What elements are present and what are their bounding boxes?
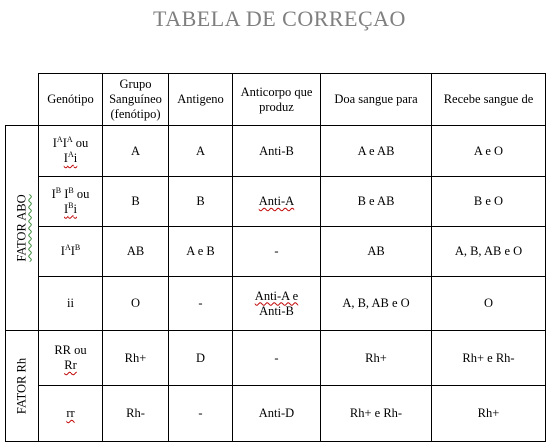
grupo-cell: O — [103, 277, 169, 331]
header-genotipo: Genótipo — [39, 74, 103, 126]
header-grupo-line1: Grupo — [119, 77, 152, 91]
table-row — [6, 227, 546, 277]
genotype-cell: RR ou Rr — [39, 331, 103, 386]
anticorpo-cell: Anti-A e Anti-B — [233, 277, 321, 331]
group-fator-abo — [6, 126, 39, 331]
header-row — [6, 74, 546, 126]
header-grupo — [103, 74, 169, 126]
anticorpo-cell: Anti-A — [233, 177, 321, 227]
header-antigeno: Antigeno — [169, 74, 233, 126]
anticorpo-cell: - — [233, 331, 321, 386]
antigeno-cell: - — [169, 277, 233, 331]
doa-cell: A, B, AB e O — [321, 277, 432, 331]
genotype-cell: rr — [39, 386, 103, 442]
doa-cell: AB — [321, 227, 432, 277]
genotype-cell: $I^AI^B$ — [39, 227, 103, 277]
page-title: TABELA DE CORREÇAO — [153, 6, 406, 31]
antigeno-cell: A — [169, 126, 233, 177]
table-row — [6, 386, 546, 442]
header-grupo-line2: Sanguíneo — [109, 92, 162, 106]
corner-cell — [6, 74, 39, 126]
recebe-cell: O — [432, 277, 546, 331]
grupo-cell: Rh+ — [103, 331, 169, 386]
group-label-abo: FATOR ABO — [14, 194, 29, 262]
antigeno-cell: D — [169, 331, 233, 386]
anticorpo-cell: Anti-D — [233, 386, 321, 442]
recebe-cell: Rh+ — [432, 386, 546, 442]
recebe-cell: A e O — [432, 126, 546, 177]
anticorpo-cell: Anti-B — [233, 126, 321, 177]
recebe-cell: Rh+ e Rh- — [432, 331, 546, 386]
antigeno-cell: A e B — [169, 227, 233, 277]
header-doa: Doa sangue para — [321, 74, 432, 126]
recebe-cell: A, B, AB e O — [432, 227, 546, 277]
genotype-cell: $I^B$ $I^B$ ou $I^Bi$ — [39, 177, 103, 227]
header-recebe: Recebe sangue de — [432, 74, 546, 126]
grupo-cell: B — [103, 177, 169, 227]
table-row — [6, 331, 546, 386]
genotype-cell: $I^AI^A$ ou $I^Ai$ — [39, 126, 103, 177]
anticorpo-cell: - — [233, 227, 321, 277]
group-label-rh: FATOR Rh — [14, 357, 29, 415]
genotype-cell: ii — [39, 277, 103, 331]
recebe-cell: B e O — [432, 177, 546, 227]
table-row — [6, 126, 546, 177]
table-row — [6, 177, 546, 227]
grupo-cell: AB — [103, 227, 169, 277]
header-grupo-line3: (fenótipo) — [110, 107, 161, 121]
doa-cell: Rh+ e Rh- — [321, 386, 432, 442]
group-fator-rh — [6, 331, 39, 442]
header-anticorpo — [233, 74, 321, 126]
antigeno-cell: B — [169, 177, 233, 227]
grupo-cell: Rh- — [103, 386, 169, 442]
doa-cell: Rh+ — [321, 331, 432, 386]
correction-table — [5, 73, 546, 442]
doa-cell: A e AB — [321, 126, 432, 177]
header-anticorpo-line1: Anticorpo que — [240, 84, 313, 99]
table-row — [6, 277, 546, 331]
antigeno-cell: - — [169, 386, 233, 442]
header-anticorpo-line2: produz — [259, 99, 294, 114]
grupo-cell: A — [103, 126, 169, 177]
doa-cell: B e AB — [321, 177, 432, 227]
